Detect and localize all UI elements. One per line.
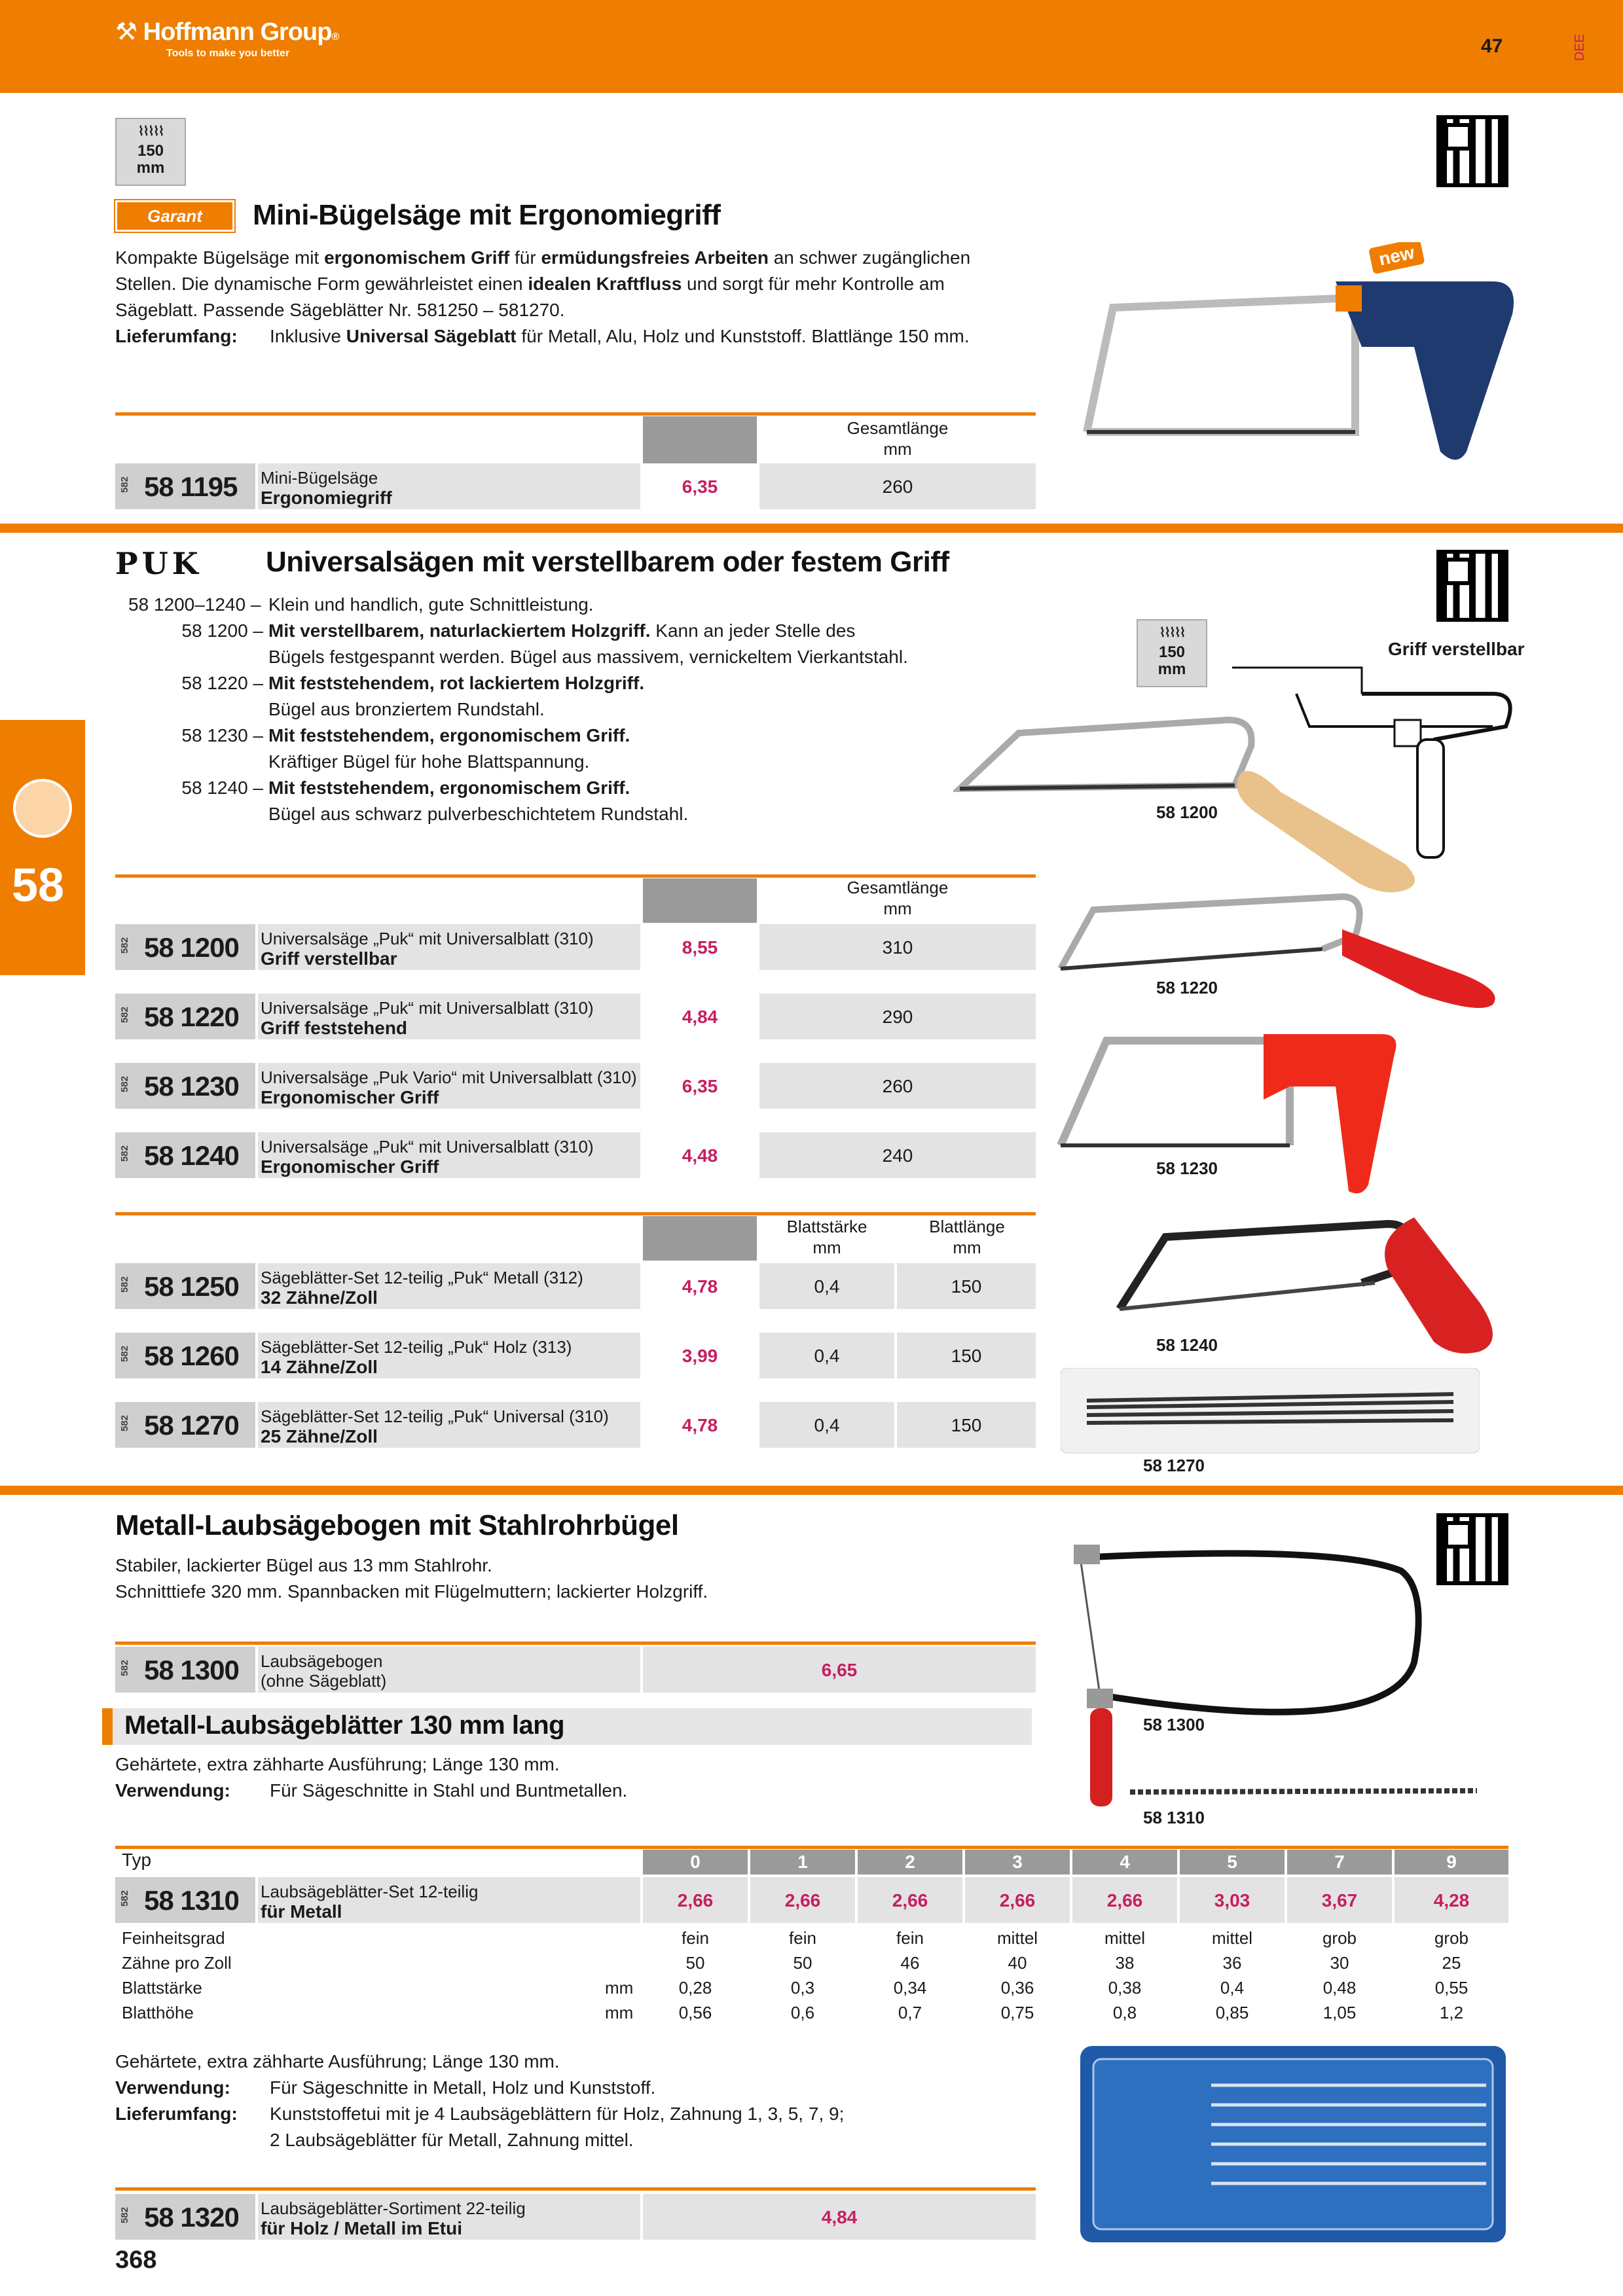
article-number: 58 1240 bbox=[144, 1140, 239, 1171]
blade-length-badge: ⌇⌇⌇⌇⌇ 150 mm bbox=[115, 118, 186, 186]
price: 4,84 bbox=[682, 1007, 718, 1027]
language-code: DEE bbox=[1573, 34, 1587, 62]
article-number: 58 1230 bbox=[144, 1071, 239, 1102]
product-description: Kompakte Bügelsäge mit ergonomischem Griff für ermüdungsfreies Arbeiten an schwer zugänglichen Stellen. Die dynamische Form gewährleistet einen idealen Kraftfluss und sorgt für mehr Kontrolle am Sägeblatt. Passende Sägeblätter Nr. 581250 – 581270. Lieferumfang: Inklusive Universal Sägeblatt für Metall, Alu, Holz und Kunststoff. Blattlänge 150 mm. bbox=[115, 247, 971, 346]
price: 4,84 bbox=[821, 2207, 858, 2227]
image-caption: 58 1310 bbox=[1143, 1808, 1205, 1827]
article-number: 58 1195 bbox=[144, 471, 238, 502]
product-title: Mini-Bügelsäge mit Ergonomiegriff bbox=[253, 199, 721, 231]
product-title: Universalsägen mit verstellbarem oder festem Griff bbox=[266, 546, 949, 578]
saw-blade-icon bbox=[13, 779, 72, 838]
price: 2,66 bbox=[999, 1890, 1036, 1910]
logo-tagline: Tools to make you better bbox=[166, 48, 290, 59]
section-divider bbox=[0, 1486, 1623, 1495]
typ-col: 0 bbox=[643, 1850, 748, 1874]
spec-row: Blattstärke mm 0,28 0,3 0,34 0,36 0,38 0,4 0,48 0,55 bbox=[122, 1978, 1468, 1998]
table-row[interactable]: 582 58 1200 Universalsäge „Puk“ mit Universalblatt (310) Griff verstellbar 8,55 310 bbox=[115, 924, 1036, 970]
saw-581230-image[interactable] bbox=[1054, 1028, 1473, 1198]
product-description: Stabiler, lackierter Bügel aus 13 mm Stahlrohr. Schnitttiefe 320 mm. Spannbacken mit Flügelmuttern; lackierter Holzgriff. bbox=[115, 1555, 708, 1602]
blade-581310-image[interactable] bbox=[1130, 1785, 1477, 1799]
price: 6,65 bbox=[821, 1660, 858, 1680]
article-number: 58 1220 bbox=[144, 1001, 239, 1032]
qr-code-icon[interactable] bbox=[1436, 1513, 1508, 1585]
price: 2,66 bbox=[784, 1890, 821, 1910]
price: 6,35 bbox=[682, 1076, 718, 1096]
saw-581220-image[interactable] bbox=[1054, 884, 1512, 1028]
typ-label: Typ bbox=[122, 1850, 152, 1870]
col-header-length: Gesamtlänge mm bbox=[847, 878, 949, 918]
chapter-number: 58 bbox=[12, 859, 65, 912]
typ-col: 9 bbox=[1395, 1850, 1508, 1874]
article-number: 58 1250 bbox=[144, 1271, 239, 1302]
price: 4,28 bbox=[1433, 1890, 1470, 1910]
saw-blade-icon: ⌇⌇⌇⌇⌇ bbox=[137, 124, 164, 139]
section-divider bbox=[0, 524, 1623, 533]
price: 4,48 bbox=[682, 1145, 718, 1166]
saw-blade-icon: ⌇⌇⌇⌇⌇ bbox=[1159, 626, 1185, 640]
table-row[interactable]: 582 58 1250 Sägeblätter-Set 12-teilig „Puk“ Metall (312) 32 Zähne/Zoll 4,78 0,4 150 bbox=[115, 1263, 1036, 1309]
spec-row: Zähne pro Zoll 50 50 46 40 38 36 30 25 bbox=[122, 1953, 1461, 1973]
table-row[interactable]: 582 58 1310 Laubsägeblätter-Set 12-teilig für Metall 2,66 2,66 2,66 2,66 2,66 3,03 3,67 4,28 bbox=[115, 1877, 1508, 1923]
table-row[interactable]: 582 58 1300 Laubsägebogen (ohne Sägeblatt) 6,65 bbox=[115, 1647, 1036, 1693]
price: 6,35 bbox=[682, 476, 718, 497]
typ-col: 7 bbox=[1287, 1850, 1392, 1874]
product-description: Gehärtete, extra zähharte Ausführung; Länge 130 mm. Verwendung: Für Sägeschnitte in Stahl und Buntmetallen. bbox=[115, 1754, 628, 1801]
typ-col: 4 bbox=[1072, 1850, 1177, 1874]
blade-assortment-case-image[interactable] bbox=[1080, 2046, 1506, 2242]
image-caption: 58 1300 bbox=[1143, 1715, 1205, 1734]
article-number: 58 1320 bbox=[144, 2202, 239, 2233]
chapter-tab[interactable] bbox=[0, 720, 85, 975]
price: 3,99 bbox=[682, 1346, 718, 1366]
price: 3,67 bbox=[1321, 1890, 1358, 1910]
image-caption: 58 1240 bbox=[1156, 1335, 1218, 1355]
logo-mark-icon: ⚒ bbox=[115, 18, 143, 46]
table-row[interactable]: 582 58 1240 Universalsäge „Puk“ mit Universalblatt (310) Ergonomischer Griff 4,48 240 bbox=[115, 1132, 1036, 1178]
product-description: Gehärtete, extra zähharte Ausführung; Länge 130 mm. Verwendung: Für Sägeschnitte in Metall, Holz und Kunststoff. Lieferumfang: Kunststoffetui mit je 4 Laubsägeblättern für Holz, Zahnung 1, 3, 5, 7, 9; 2 Laubsägeblätter für Metall, Zahnung mittel. bbox=[115, 2051, 845, 2150]
price: 2,66 bbox=[677, 1890, 714, 1910]
table-row[interactable]: 582 58 1230 Universalsäge „Puk Vario“ mit Universalblatt (310) Ergonomischer Griff 6,35 260 bbox=[115, 1063, 1036, 1109]
qr-code-icon[interactable] bbox=[1436, 550, 1508, 622]
spec-row: Blatthöhe mm 0,56 0,6 0,7 0,75 0,8 0,85 1,05 1,2 bbox=[122, 2003, 1464, 2022]
page-number-top: 47 bbox=[1481, 35, 1503, 57]
spec-row: Feinheitsgrad fein fein fein mittel mittel mittel grob grob bbox=[122, 1928, 1469, 1948]
article-number: 58 1300 bbox=[144, 1655, 239, 1685]
page-number-bottom: 368 bbox=[115, 2246, 157, 2274]
image-caption: 58 1230 bbox=[1156, 1158, 1218, 1178]
price: 4,78 bbox=[682, 1276, 718, 1297]
typ-col: 1 bbox=[750, 1850, 855, 1874]
image-caption: 58 1220 bbox=[1156, 978, 1218, 997]
table-row[interactable]: 582 58 1195 Mini-Bügelsäge Ergonomiegriff 6,35 260 bbox=[115, 463, 1036, 509]
image-caption: 58 1200 bbox=[1156, 802, 1218, 822]
price: 3,03 bbox=[1214, 1890, 1250, 1910]
subsection-accent bbox=[102, 1708, 113, 1745]
table-row[interactable]: 582 58 1220 Universalsäge „Puk“ mit Universalblatt (310) Griff feststehend 4,84 290 bbox=[115, 994, 1036, 1039]
typ-col: 2 bbox=[858, 1850, 962, 1874]
product-title: Metall-Laubsägebogen mit Stahlrohrbügel bbox=[115, 1509, 679, 1541]
price: 2,66 bbox=[892, 1890, 928, 1910]
col-header-blade-length: Blattlänge mm bbox=[929, 1217, 1005, 1257]
article-number: 58 1260 bbox=[144, 1340, 239, 1371]
typ-col: 3 bbox=[965, 1850, 1070, 1874]
fretsaw-581300-image[interactable] bbox=[1061, 1532, 1427, 1820]
typ-col: 5 bbox=[1180, 1850, 1285, 1874]
price: 8,55 bbox=[682, 937, 718, 958]
price: 2,66 bbox=[1106, 1890, 1143, 1910]
blade-length-badge: ⌇⌇⌇⌇⌇ 150 mm bbox=[1137, 619, 1207, 687]
grip-adjustable-label: Griff verstellbar bbox=[1388, 639, 1525, 659]
article-number: 58 1310 bbox=[144, 1885, 239, 1916]
table-row[interactable]: 582 58 1320 Laubsägeblätter-Sortiment 22-teilig für Holz / Metall im Etui 4,84 bbox=[115, 2194, 1036, 2240]
puk-brand-logo: PUK bbox=[115, 546, 202, 581]
article-number: 58 1270 bbox=[144, 1410, 239, 1441]
qr-code-icon[interactable] bbox=[1436, 115, 1508, 187]
col-header-length: Gesamtlänge mm bbox=[847, 418, 949, 459]
blade-set-581270-image[interactable] bbox=[1061, 1368, 1480, 1460]
col-header-thickness: Blattstärke mm bbox=[786, 1217, 867, 1257]
product-description: 58 1200–1240 – Klein und handlich, gute Schnittleistung. 58 1200 – Mit verstellbarem, naturlackiertem Holzgriff. Kann an jeder Stelle des Bügels festgespannt werden. Bügel aus massivem, vernickeltem Vierkantstahl. 58 1220 – Mit feststehendem, rot lackiertem Holzgriff. Bügel aus bronziertem Rundstahl. 58 1230 – Mit feststehendem, ergonomischem Griff. Kräftiger Bügel für hohe Blattspannung. 58 1240 – Mit feststehendem, ergonomischem Griff. Bügel aus schwarz pulverbeschichtetem Rundstahl. bbox=[128, 594, 908, 824]
price: 4,78 bbox=[682, 1415, 718, 1435]
mini-hacksaw-image[interactable] bbox=[1074, 242, 1532, 465]
table-row[interactable]: 582 58 1270 Sägeblätter-Set 12-teilig „Puk“ Universal (310) 25 Zähne/Zoll 4,78 0,4 150 bbox=[115, 1402, 1036, 1448]
article-number: 58 1200 bbox=[144, 932, 239, 963]
hoffmann-logo[interactable]: ⚒ Hoffmann Group® Tools to make you better bbox=[115, 17, 390, 76]
saw-581240-image[interactable] bbox=[1113, 1211, 1519, 1381]
image-caption: 58 1270 bbox=[1143, 1456, 1205, 1475]
table-row[interactable]: 582 58 1260 Sägeblätter-Set 12-teilig „Puk“ Holz (313) 14 Zähne/Zoll 3,99 0,4 150 bbox=[115, 1333, 1036, 1378]
garant-brand-logo: Garant bbox=[115, 200, 234, 232]
subsection-title: Metall-Laubsägeblätter 130 mm lang bbox=[124, 1711, 565, 1740]
new-badge: new bbox=[1377, 242, 1417, 270]
